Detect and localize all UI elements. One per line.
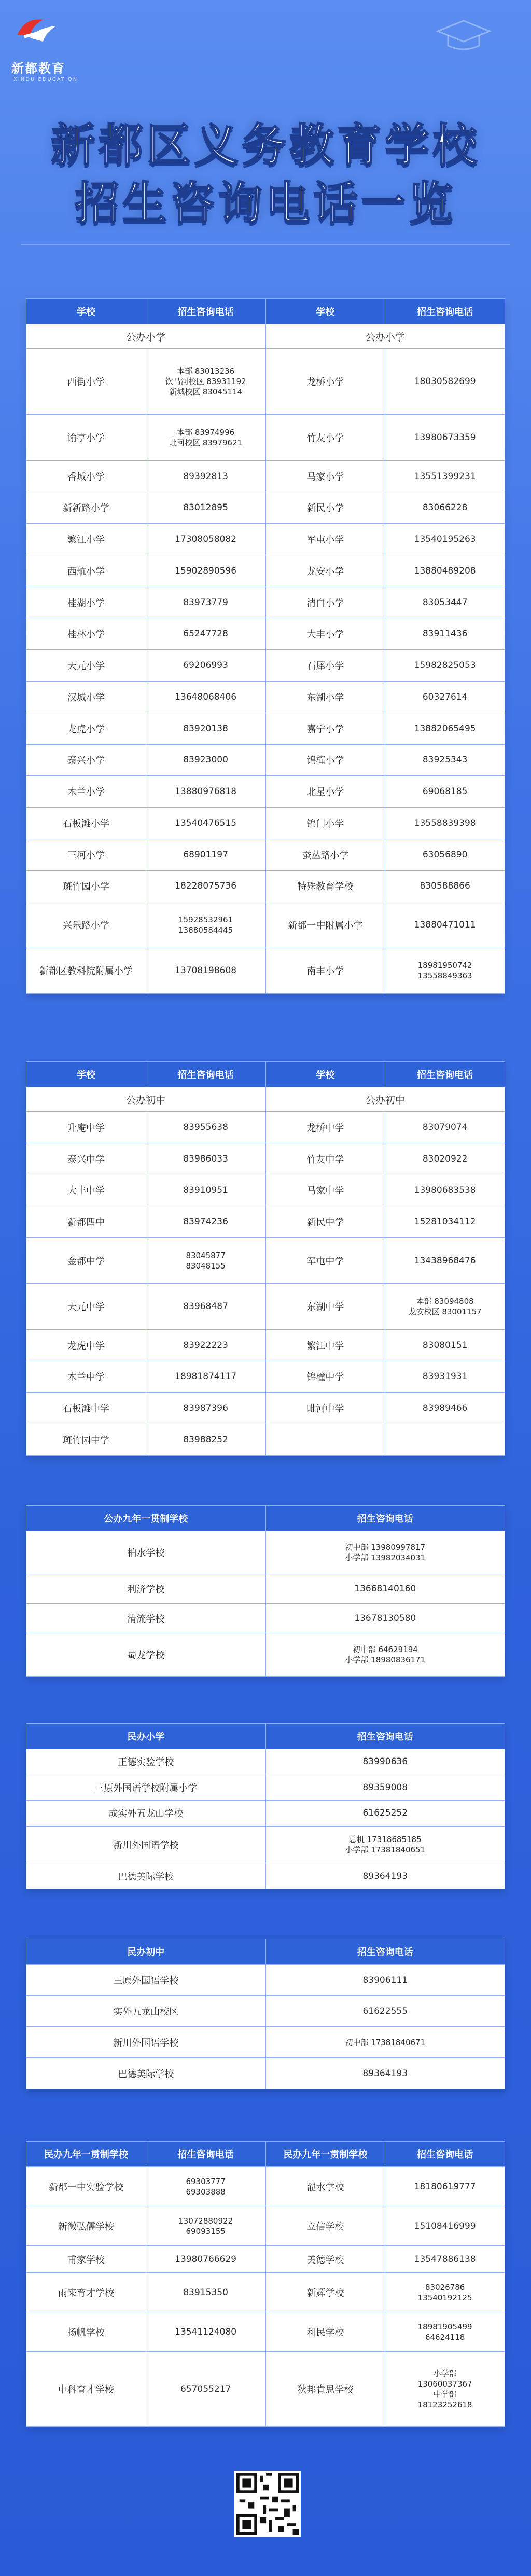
column-header: 学校 [266,299,385,324]
school-name-cell: 柏水学校 [26,1531,266,1574]
phone-cell: 83920138 [146,713,266,744]
section-label: 公办初中 [266,1087,505,1112]
table-row [26,2027,505,2058]
table-row [26,2167,505,2206]
school-name-cell: 大丰小学 [266,618,385,650]
column-header: 招生咨询电话 [266,1724,505,1749]
school-name-cell: 三原外国语学校 [26,1965,266,1996]
table-row [26,618,505,650]
school-name-cell [266,1424,385,1456]
phone-cell: 89359008 [266,1775,505,1801]
school-name-cell: 繁江小学 [26,524,146,555]
public-middle-table [26,1061,505,1456]
school-name-cell: 香城小学 [26,460,146,492]
school-name-cell: 实外五龙山校区 [26,1996,266,2027]
phone-cell: 83987396 [146,1393,266,1424]
phone-cell: 830588866 [385,870,505,902]
phone-cell: 13547886138 [385,2246,505,2273]
school-name-cell: 新都一中实验学校 [26,2167,146,2206]
phone-cell: 83080151 [385,1329,505,1361]
page-title-line2: 招生咨询电话一览 [75,178,456,229]
school-name-cell: 军屯小学 [266,524,385,555]
page-title-line1: 新都区义务教育学校 [51,119,480,171]
school-name-cell: 龙虎小学 [26,713,146,744]
phone-cell: 18030582699 [385,349,505,415]
private-middle-table [26,1939,505,2089]
table-row [26,2206,505,2246]
public-nine-year-card [26,1505,505,1677]
school-name-cell: 石板滩小学 [26,808,146,839]
public-primary-table [26,298,505,994]
table-row [26,682,505,713]
phone-cell: 83973779 [146,587,266,618]
column-header: 民办九年一贯制学校 [266,2142,385,2167]
logo-name: 新都教育 [11,61,65,76]
school-name-cell: 巴德美际学校 [26,2058,266,2089]
school-name-cell: 新川外国语学校 [26,2027,266,2058]
column-header: 公办九年一贯制学校 [26,1506,266,1531]
table-row [26,776,505,808]
school-name-cell: 汉城小学 [26,682,146,713]
table-row [26,1775,505,1801]
school-name-cell: 清白小学 [266,587,385,618]
school-name-cell: 新民小学 [266,492,385,524]
phone-cell: 89364193 [266,1863,505,1889]
table-row [26,1329,505,1361]
school-name-cell: 清流学校 [26,1603,266,1633]
school-name-cell: 北星小学 [266,776,385,808]
phone-cell: 61622555 [266,1996,505,2027]
column-header: 招生咨询电话 [266,1939,505,1965]
phone-cell: 83915350 [146,2273,266,2312]
phone-cell: 15281034112 [385,1206,505,1238]
table-row [26,587,505,618]
school-name-cell: 濯水学校 [266,2167,385,2206]
table-row [26,2352,505,2427]
school-name-cell: 南丰小学 [266,948,385,993]
table-row [26,1424,505,1456]
school-name-cell: 泰兴中学 [26,1143,146,1175]
school-name-cell: 谕亭小学 [26,415,146,460]
school-name-cell: 雨来育才学校 [26,2273,146,2312]
school-name-cell: 竹友中学 [266,1143,385,1175]
school-name-cell: 东湖中学 [266,1284,385,1329]
phone-cell: 13980766629 [146,2246,266,2273]
school-name-cell: 蚕丛路小学 [266,839,385,870]
phone-cell: 83989466 [385,1393,505,1424]
phone-cell: 63056890 [385,839,505,870]
phone-cell: 83066228 [385,492,505,524]
table-row [26,1996,505,2027]
table-row [26,1826,505,1863]
table-row [26,555,505,587]
phone-cell: 83974236 [146,1206,266,1238]
phone-cell: 本部 83013236 饮马河校区 83931192 新城校区 83045114 [146,349,266,415]
school-name-cell: 西街小学 [26,349,146,415]
column-header: 招生咨询电话 [266,1506,505,1531]
table-row [26,1393,505,1424]
school-name-cell: 石板滩中学 [26,1393,146,1424]
school-name-cell: 锦门小学 [266,808,385,839]
table-row [26,948,505,993]
private-nine-year-card [26,2141,505,2427]
phone-cell: 18981874117 [146,1361,266,1393]
school-name-cell: 新都区教科院附属小学 [26,948,146,993]
table-row [26,1284,505,1329]
column-header: 招生咨询电话 [385,2142,505,2167]
phone-cell: 83923000 [146,744,266,776]
phone-cell: 13880489208 [385,555,505,587]
school-name-cell: 新新路小学 [26,492,146,524]
school-name-cell: 新民中学 [266,1206,385,1238]
phone-cell: 60327614 [385,682,505,713]
table-row [26,1749,505,1775]
phone-cell: 初中部 17381840671 [266,2027,505,2058]
school-name-cell: 新辉学校 [266,2273,385,2312]
private-primary-card [26,1723,505,1889]
phone-cell: 13880976818 [146,776,266,808]
table-row [26,1206,505,1238]
school-name-cell: 巴德美际学校 [26,1863,266,1889]
school-name-cell: 龙虎中学 [26,1329,146,1361]
school-name-cell: 马家小学 [266,460,385,492]
table-row [26,2058,505,2089]
school-name-cell: 龙桥中学 [266,1112,385,1143]
phone-cell: 13648068406 [146,682,266,713]
school-name-cell: 锦橦中学 [266,1361,385,1393]
phone-cell: 83026786 13540192125 [385,2273,505,2312]
phone-cell: 13558839398 [385,808,505,839]
table-row [26,1238,505,1284]
column-header: 招生咨询电话 [385,1062,505,1087]
phone-cell: 本部 83974996 毗河校区 83979621 [146,415,266,460]
table-row [26,2312,505,2352]
school-name-cell: 扬帆学校 [26,2312,146,2352]
phone-cell: 83053447 [385,587,505,618]
table-row [26,808,505,839]
school-name-cell: 桂林小学 [26,618,146,650]
school-name-cell: 升庵中学 [26,1112,146,1143]
school-name-cell: 三河小学 [26,839,146,870]
private-primary-table [26,1723,505,1889]
school-name-cell: 锦橦小学 [266,744,385,776]
phone-cell: 13980683538 [385,1175,505,1206]
table-row [26,870,505,902]
table-row [26,650,505,682]
school-name-cell: 特殊教育学校 [266,870,385,902]
phone-cell: 83906111 [266,1965,505,1996]
school-name-cell: 美德学校 [266,2246,385,2273]
phone-cell: 83988252 [146,1424,266,1456]
public-middle-card [26,1061,505,1456]
table-row [26,349,505,415]
column-header: 民办小学 [26,1724,266,1749]
table-row [26,524,505,555]
table-row [26,1801,505,1827]
table-row [26,1112,505,1143]
school-name-cell: 石犀小学 [266,650,385,682]
qr-code-icon[interactable] [234,2471,301,2537]
phone-cell: 83020922 [385,1143,505,1175]
phone-cell: 初中部 64629194 小学部 18980836171 [266,1633,505,1677]
phone-cell: 83012895 [146,492,266,524]
school-name-cell: 繁江中学 [266,1329,385,1361]
public-primary-card [26,298,505,994]
school-name-cell: 木兰小学 [26,776,146,808]
phone-cell: 83910951 [146,1175,266,1206]
school-name-cell: 三原外国语学校附属小学 [26,1775,266,1801]
phone-cell: 13668140160 [266,1574,505,1603]
phone-cell: 83079074 [385,1112,505,1143]
table-row [26,460,505,492]
phone-cell: 83968487 [146,1284,266,1329]
phone-cell: 68901197 [146,839,266,870]
phone-cell: 18981905499 64624118 [385,2312,505,2352]
phone-cell: 13880471011 [385,902,505,948]
table-row [26,1531,505,1574]
table-row [26,839,505,870]
phone-cell: 13540195263 [385,524,505,555]
section-label: 公办小学 [26,324,266,349]
phone-cell: 69206993 [146,650,266,682]
column-header: 学校 [26,299,146,324]
column-header: 招生咨询电话 [385,299,505,324]
school-name-cell: 毗河中学 [266,1393,385,1424]
school-name-cell: 新川外国语学校 [26,1826,266,1863]
school-name-cell: 军屯中学 [266,1238,385,1284]
phone-cell: 83911436 [385,618,505,650]
phone-cell: 83931931 [385,1361,505,1393]
section-label: 公办初中 [26,1087,266,1112]
school-name-cell: 正德实验学校 [26,1749,266,1775]
school-name-cell: 金都中学 [26,1238,146,1284]
phone-cell: 83045877 83048155 [146,1238,266,1284]
school-name-cell: 中科育才学校 [26,2352,146,2427]
school-name-cell: 新都四中 [26,1206,146,1238]
phone-cell: 89364193 [266,2058,505,2089]
school-name-cell: 竹友小学 [266,415,385,460]
table-row [26,1175,505,1206]
phone-cell: 89392813 [146,460,266,492]
school-name-cell: 斑竹园小学 [26,870,146,902]
column-header: 招生咨询电话 [146,2142,266,2167]
phone-cell: 65247728 [146,618,266,650]
phone-cell: 61625252 [266,1801,505,1827]
school-name-cell: 成实外五龙山学校 [26,1801,266,1827]
phone-cell: 83925343 [385,744,505,776]
phone-cell: 18228075736 [146,870,266,902]
school-name-cell: 天元小学 [26,650,146,682]
school-name-cell: 马家中学 [266,1175,385,1206]
phone-cell [385,1424,505,1456]
phone-cell: 83986033 [146,1143,266,1175]
school-name-cell: 木兰中学 [26,1361,146,1393]
column-header: 学校 [266,1062,385,1087]
column-header: 学校 [26,1062,146,1087]
header-banner [0,0,531,270]
phone-cell: 18981950742 13558849363 [385,948,505,993]
table-row [26,415,505,460]
phone-cell: 13541124080 [146,2312,266,2352]
private-middle-card [26,1939,505,2089]
school-name-cell: 狄邦肯思学校 [266,2352,385,2427]
phone-cell: 15108416999 [385,2206,505,2246]
phone-cell: 本部 83094808 龙安校区 83001157 [385,1284,505,1329]
column-header: 民办初中 [26,1939,266,1965]
school-name-cell: 泰兴小学 [26,744,146,776]
phone-cell: 15982825053 [385,650,505,682]
phone-cell: 83990636 [266,1749,505,1775]
school-name-cell: 新都一中附属小学 [266,902,385,948]
phone-cell: 13551399231 [385,460,505,492]
phone-cell: 13678130580 [266,1603,505,1633]
phone-cell: 17308058082 [146,524,266,555]
table-row [26,1361,505,1393]
school-name-cell: 立信学校 [266,2206,385,2246]
school-name-cell: 桂湖小学 [26,587,146,618]
school-name-cell: 甫家学校 [26,2246,146,2273]
school-name-cell: 龙安小学 [266,555,385,587]
table-row [26,902,505,948]
divider [21,244,510,245]
column-header: 民办九年一贯制学校 [26,2142,146,2167]
table-row [26,2246,505,2273]
phone-cell: 小学部 13060037367 中学部 18123252618 [385,2352,505,2427]
school-name-cell: 嘉宁小学 [266,713,385,744]
phone-cell: 83955638 [146,1112,266,1143]
phone-cell: 总机 17318685185 小学部 17381840651 [266,1826,505,1863]
column-header: 招生咨询电话 [146,299,266,324]
phone-cell: 13540476515 [146,808,266,839]
table-row [26,744,505,776]
phone-cell: 18180619777 [385,2167,505,2206]
school-name-cell: 天元中学 [26,1284,146,1329]
table-row [26,1965,505,1996]
phone-cell: 15928532961 13880584445 [146,902,266,948]
phone-cell: 69303777 69303888 [146,2167,266,2206]
private-nine-year-table [26,2141,505,2427]
table-row [26,1603,505,1633]
logo-icon [15,15,61,46]
phone-cell: 13980673359 [385,415,505,460]
school-name-cell: 蜀龙学校 [26,1633,266,1677]
school-name-cell: 龙桥小学 [266,349,385,415]
table-row [26,492,505,524]
column-header: 招生咨询电话 [146,1062,266,1087]
school-name-cell: 西航小学 [26,555,146,587]
table-row [26,1574,505,1603]
phone-cell: 13708198608 [146,948,266,993]
table-row [26,1633,505,1677]
school-name-cell: 利民学校 [266,2312,385,2352]
table-row [26,713,505,744]
phone-cell: 13072880922 69093155 [146,2206,266,2246]
phone-cell: 13882065495 [385,713,505,744]
school-name-cell: 斑竹园中学 [26,1424,146,1456]
logo-subtitle: XINDU EDUCATION [13,77,78,83]
public-nine-year-table [26,1505,505,1677]
school-name-cell: 兴乐路小学 [26,902,146,948]
school-name-cell: 大丰中学 [26,1175,146,1206]
phone-cell: 83922223 [146,1329,266,1361]
school-name-cell: 利济学校 [26,1574,266,1603]
section-label: 公办小学 [266,324,505,349]
phone-cell: 69068185 [385,776,505,808]
table-row [26,2273,505,2312]
phone-cell: 13438968476 [385,1238,505,1284]
table-row [26,1143,505,1175]
school-name-cell: 东湖小学 [266,682,385,713]
phone-cell: 初中部 13980997817 小学部 13982034031 [266,1531,505,1574]
phone-cell: 657055217 [146,2352,266,2427]
table-row [26,1863,505,1889]
graduation-cap-icon [432,16,495,57]
school-name-cell: 新徵弘儒学校 [26,2206,146,2246]
phone-cell: 15902890596 [146,555,266,587]
